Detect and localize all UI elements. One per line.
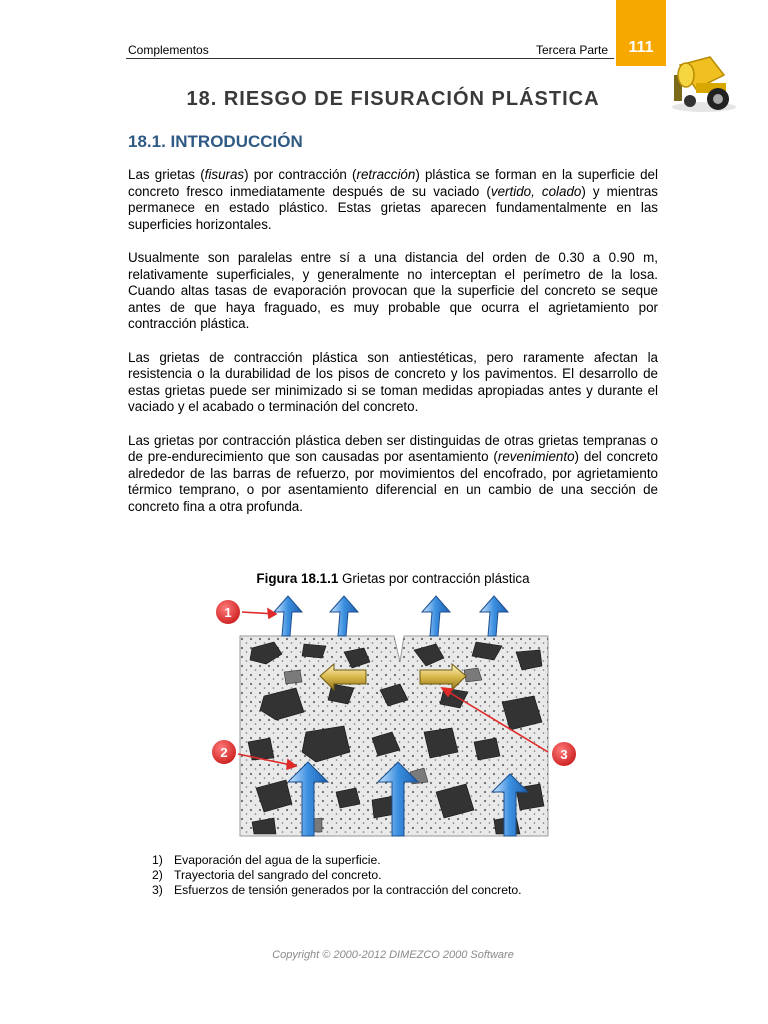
legend-number: 2)	[152, 868, 163, 883]
text-run: ) plástica se forman en la superficie del concreto fresco inmediatamente después de su vaciado (	[128, 167, 658, 199]
paragraph	[128, 250, 658, 333]
paragraph	[128, 350, 658, 416]
text-run: Las grietas por contracción plástica deben ser distinguidas de otras grietas tempranas o de pre-endurecimiento que son causadas por asentamiento (	[128, 432, 658, 465]
concrete-mixer-icon	[666, 45, 740, 115]
paragraph	[128, 433, 658, 516]
figure-legend	[152, 853, 522, 899]
legend-item	[152, 868, 522, 883]
legend-item	[152, 883, 522, 898]
italic-term: retracción	[356, 167, 416, 182]
page-number-tab: 111	[616, 0, 666, 66]
header-right: Tercera Parte	[535, 43, 608, 57]
legend-text: Esfuerzos de tensión generados por la contracción del concreto.	[174, 883, 522, 898]
callout-3: 3	[560, 747, 568, 762]
paragraph	[128, 167, 658, 233]
section-title: 18.1. INTRODUCCIÓN	[128, 132, 303, 151]
legend-number: 3)	[152, 883, 163, 898]
callout-1: 1	[224, 605, 232, 620]
callout-2: 2	[220, 745, 228, 760]
chapter-title: 18. RIESGO DE FISURACIÓN PLÁSTICA	[186, 88, 600, 110]
text-run: ) por contracción (	[244, 167, 357, 182]
text-run: Usualmente son paralelas entre sí a una distancia del orden de 0.30 a 0.90 m, relativamente superficiales, y generalmente no interceptan el perímetro de la losa. Cuando altas tasas de evaporación provocan que la superficie del concreto se seque antes de que haya fraguado, es muy probable que ocurra el agrietamiento por contracción plástica.	[128, 249, 658, 332]
text-run: Las grietas de contracción plástica son antiestéticas, pero raramente afectan la resistencia o la durabilidad de los pisos de concreto y los pavimentos. El desarrollo de estas grietas puede ser minimizado si se toman medidas apropiadas antes y durante el vaciado y el acabado o terminación del concreto.	[128, 349, 658, 415]
text-run: Las grietas (	[128, 167, 205, 182]
legend-item	[152, 853, 522, 868]
body-text	[128, 167, 658, 532]
text-run: ) y mientras permanece en estado plástico. Estas grietas aparecen fundamentalmente en las superficies horizontales.	[128, 183, 659, 232]
footer-copyright: Copyright © 2000-2012 DIMEZCO 2000 Software	[272, 949, 514, 961]
text-run: ) del concreto alrededor de las barras de refuerzo, por movimientos del encofrado, por agrietamiento térmico temprano, o por asentamiento diferencial en un cambio de una sección de concreto fina a otra profunda.	[128, 449, 658, 514]
figure-caption-label: Figura 18.1.1	[256, 571, 339, 586]
figure-caption	[128, 571, 658, 586]
legend-text: Evaporación del agua de la superficie.	[174, 853, 381, 867]
figure-caption-text: Grietas por contracción plástica	[338, 571, 530, 586]
legend-number: 1)	[152, 853, 163, 867]
italic-term: revenimiento	[497, 449, 575, 465]
italic-term: vertido, colado	[490, 183, 582, 199]
legend-text: Trayectoria del sangrado del concreto.	[174, 868, 382, 883]
italic-term: fisuras	[204, 167, 245, 182]
plastic-shrinkage-figure	[204, 592, 584, 838]
header-left: Complementos	[128, 43, 209, 57]
header-rule	[126, 58, 614, 59]
